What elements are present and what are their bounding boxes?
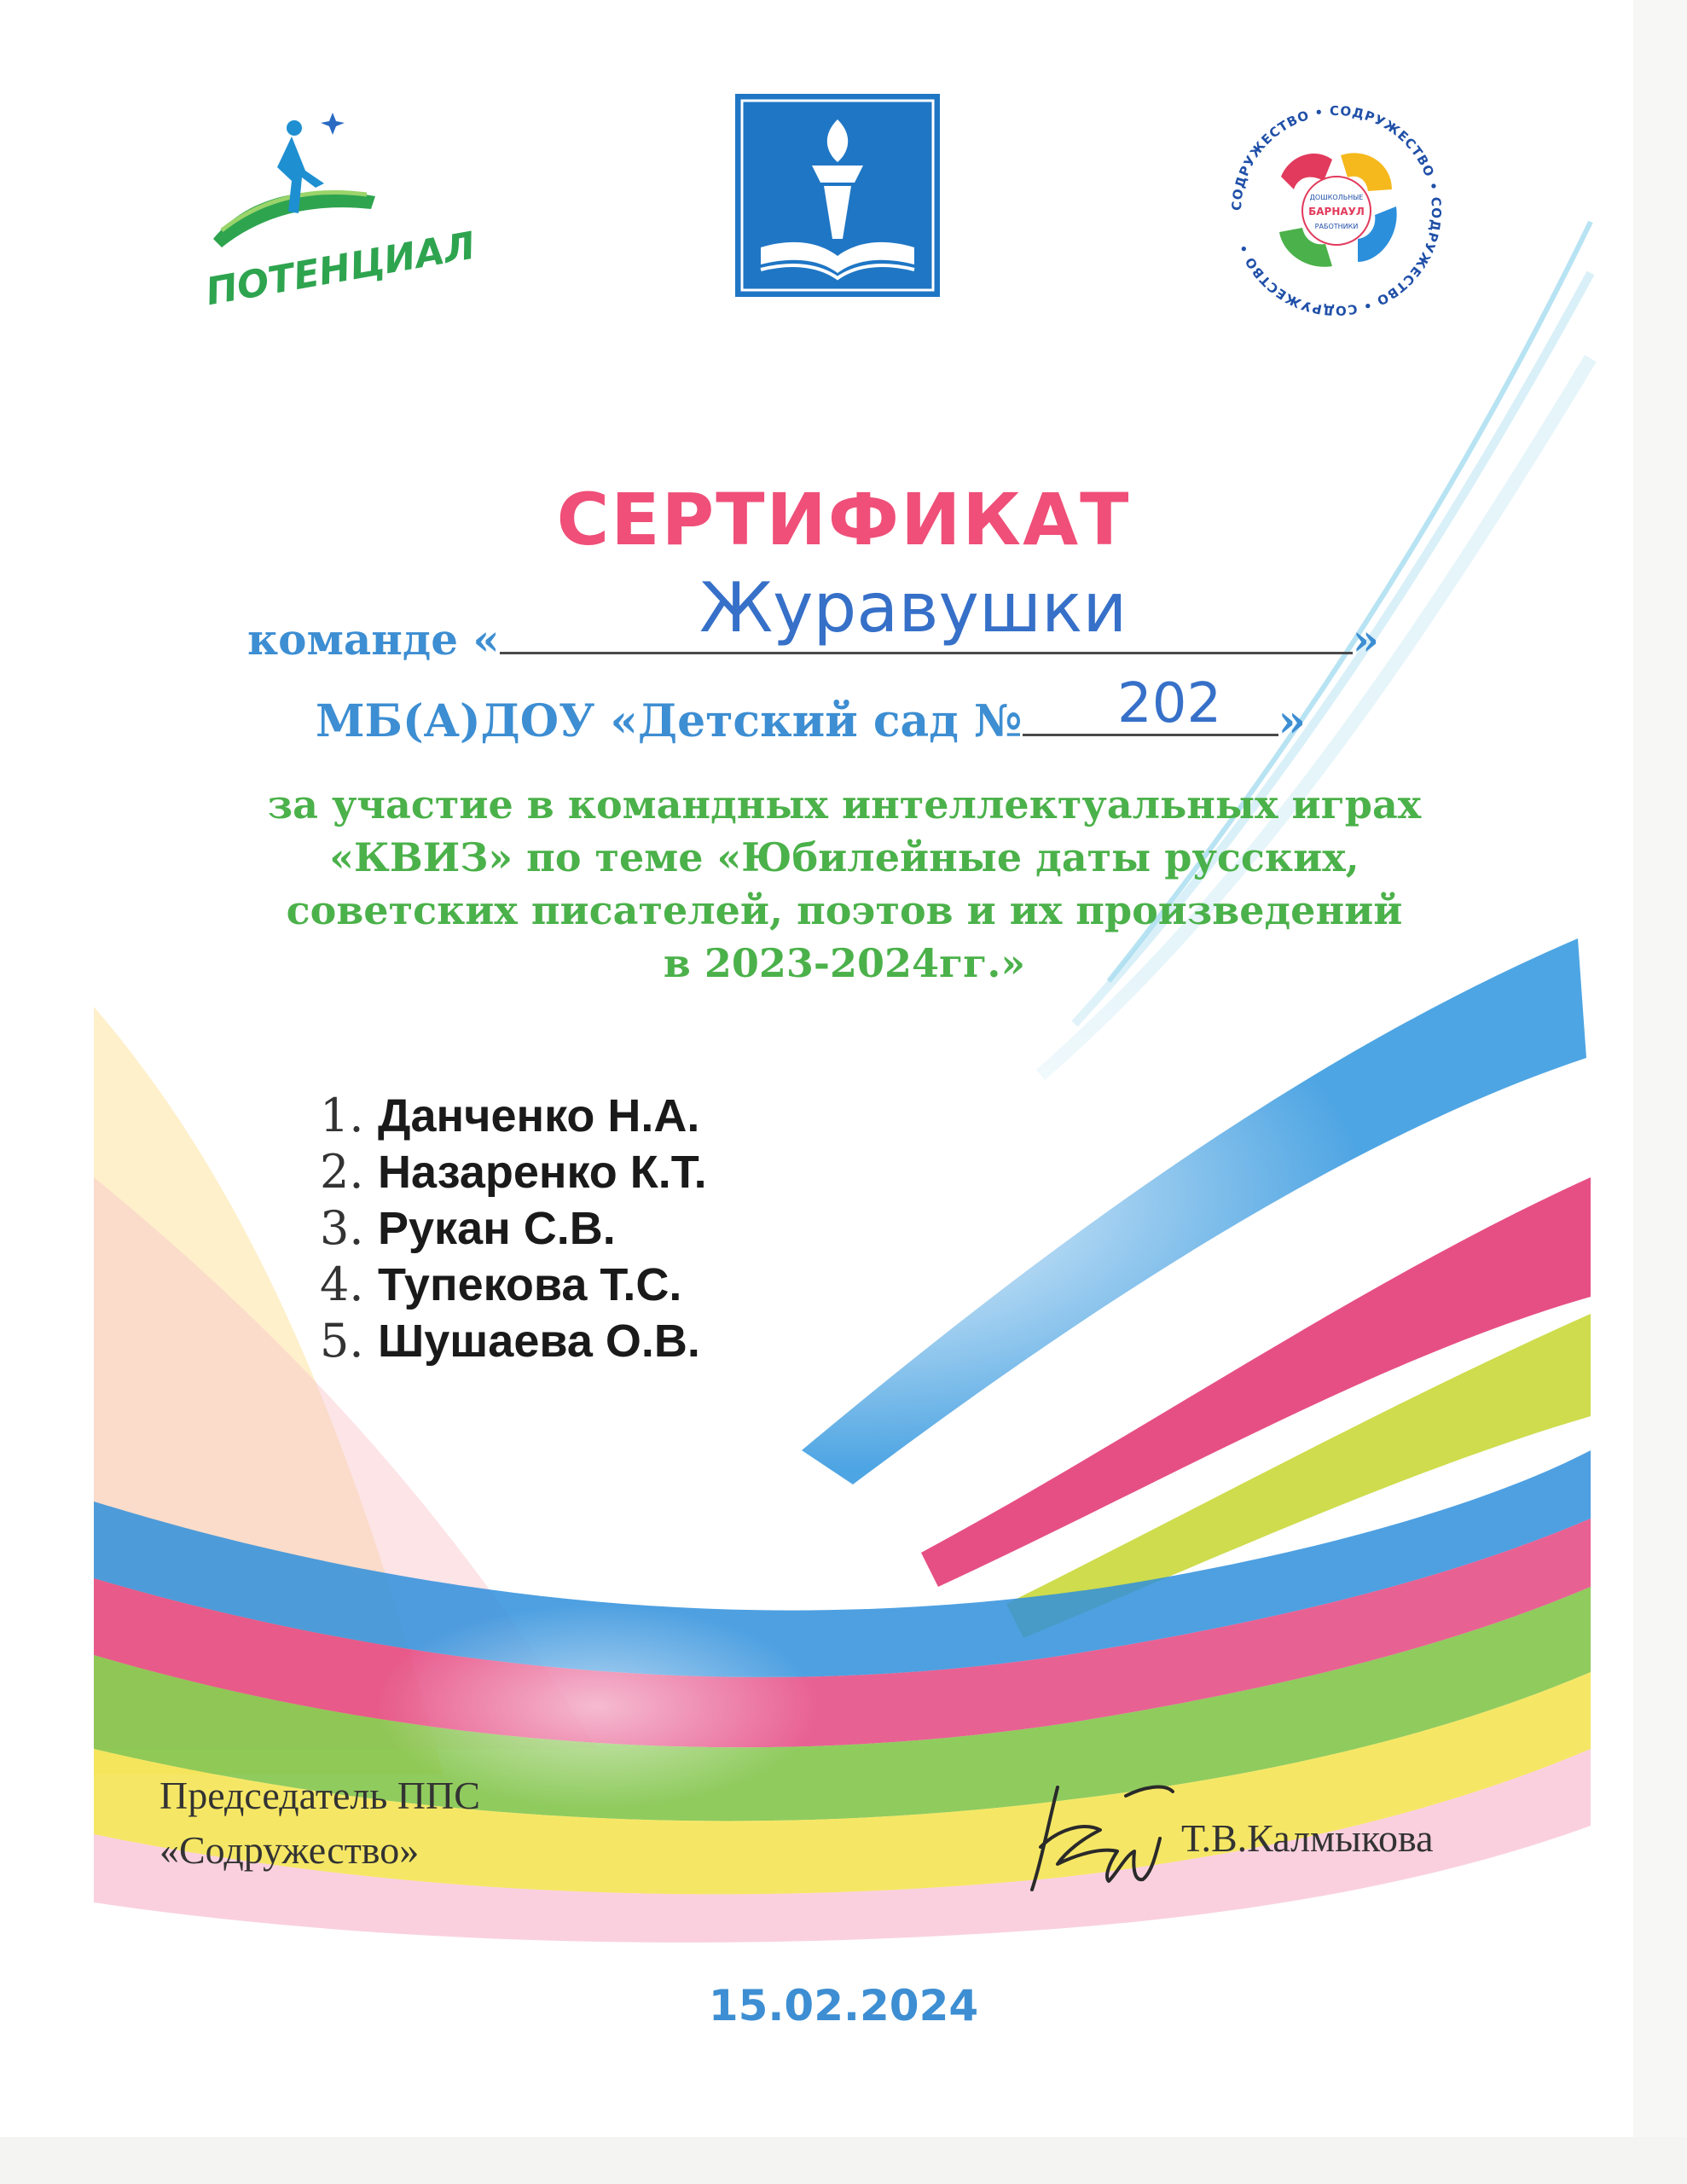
potencial-logo-text: ПОТЕНЦИАЛ xyxy=(202,224,479,315)
member-name: Рукан С.В. xyxy=(378,1203,616,1254)
certificate-title: СЕРТИФИКАТ xyxy=(556,478,1131,561)
description-line: в 2023-2024гг.» xyxy=(663,940,1026,986)
signature-icon xyxy=(1023,1770,1177,1915)
kindergarten-number: 202 xyxy=(1117,672,1222,735)
member-name: Шушаева О.В. xyxy=(378,1316,700,1367)
torch-book-emblem xyxy=(735,94,940,297)
certificate-date: 15.02.2024 xyxy=(708,1981,979,2030)
team-prefix: команде « xyxy=(247,614,500,665)
member-name: Назаренко К.Т. xyxy=(378,1147,707,1198)
member-number: 1. xyxy=(320,1089,364,1142)
kindergarten-suffix: » xyxy=(1278,695,1307,747)
signer-name: Т.В.Калмыкова xyxy=(1181,1816,1434,1860)
member-number: 3. xyxy=(320,1201,364,1255)
list-item xyxy=(320,1144,707,1200)
certificate-description xyxy=(136,778,1552,990)
sodruzhestvo-center-mid: БАРНАУЛ xyxy=(1308,206,1365,218)
list-item xyxy=(320,1200,707,1257)
team-suffix: » xyxy=(1352,614,1379,665)
member-number: 2. xyxy=(320,1145,364,1199)
member-number: 4. xyxy=(320,1258,364,1311)
sodruzhestvo-ring-text: СОДРУЖЕСТВО • СОДРУЖЕСТВО • СОДРУЖЕСТВО • СОДРУЖЕСТВО • xyxy=(1228,102,1445,319)
member-name: Тупекова Т.С. xyxy=(378,1259,682,1310)
sodruzhestvo-hands-logo xyxy=(1221,96,1452,326)
member-number: 5. xyxy=(320,1314,364,1368)
list-item xyxy=(320,1313,707,1369)
list-item xyxy=(320,1088,707,1144)
description-line: за участие в командных интеллектуальных играх xyxy=(267,781,1422,828)
sodruzhestvo-center-bottom: РАБОТНИКИ xyxy=(1314,223,1359,230)
member-name: Данченко Н.А. xyxy=(378,1090,700,1141)
team-members-list xyxy=(320,1088,707,1369)
kindergarten-prefix: МБ(А)ДОУ «Детский сад № xyxy=(316,695,1023,747)
list-item xyxy=(320,1257,707,1313)
team-name: Журавушки xyxy=(699,568,1128,648)
description-line: «КВИЗ» по теме «Юбилейные даты русских, xyxy=(329,834,1359,880)
sodruzhestvo-center-top: ДОШКОЛЬНЫЕ xyxy=(1309,194,1364,201)
chair-title-line1: Председатель ППС xyxy=(159,1774,480,1817)
description-line: советских писателей, поэтов и их произведений xyxy=(286,887,1403,933)
potencial-logo xyxy=(196,102,479,315)
chair-title-line2: «Содружество» xyxy=(159,1828,420,1872)
